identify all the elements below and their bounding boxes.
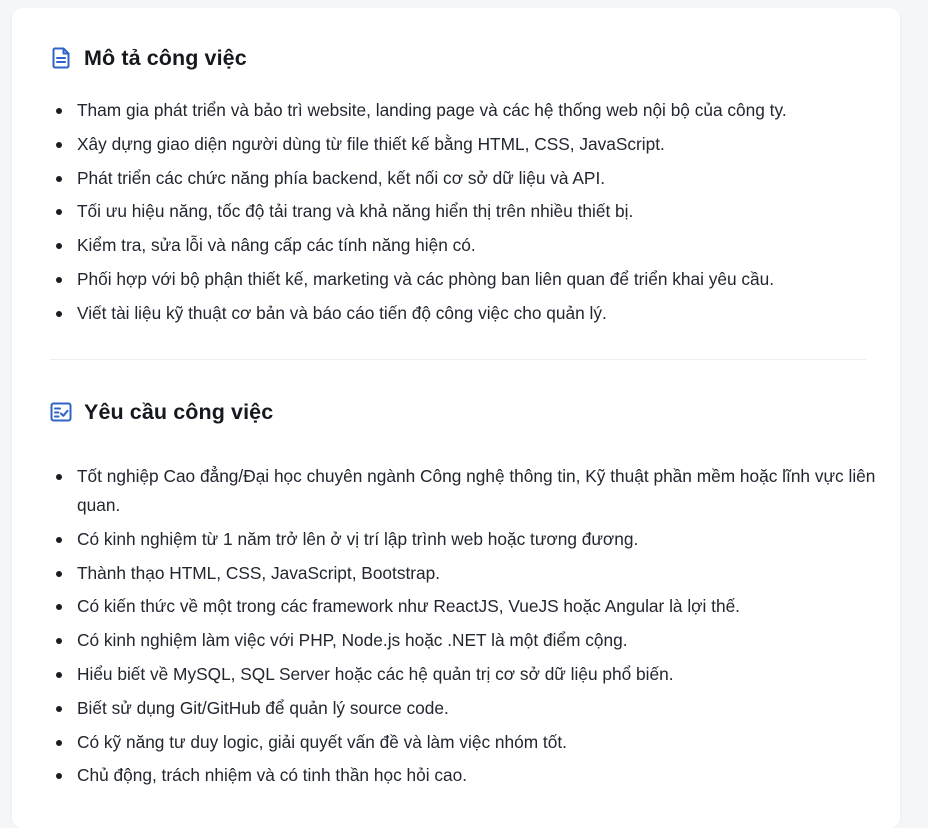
job-description-title: Mô tả công việc — [84, 45, 247, 70]
list-item: Có kiến thức về một trong các framework như ReactJS, VueJS hoặc Angular là lợi thế. — [50, 592, 880, 621]
list-item: Biết sử dụng Git/GitHub để quản lý source code. — [50, 694, 880, 723]
list-item: Có kỹ năng tư duy logic, giải quyết vấn đề và làm việc nhóm tốt. — [50, 728, 880, 757]
list-item: Thành thạo HTML, CSS, JavaScript, Bootstrap. — [50, 559, 880, 588]
list-item: Phối hợp với bộ phận thiết kế, marketing và các phòng ban liên quan để triển khai yêu cầu. — [50, 265, 880, 294]
job-requirements-title: Yêu cầu công việc — [84, 399, 274, 424]
list-item: Có kinh nghiệm làm việc với PHP, Node.js hoặc .NET là một điểm cộng. — [50, 626, 880, 655]
job-requirements-header — [50, 396, 880, 428]
job-requirements-list — [50, 462, 880, 790]
checklist-icon — [50, 401, 72, 423]
list-item: Tham gia phát triển và bảo trì website, landing page và các hệ thống web nội bộ của công ty. — [50, 96, 880, 125]
list-item: Kiểm tra, sửa lỗi và nâng cấp các tính năng hiện có. — [50, 231, 880, 260]
list-item: Tốt nghiệp Cao đẳng/Đại học chuyên ngành Công nghệ thông tin, Kỹ thuật phần mềm hoặc lĩnh vực liên quan. — [50, 462, 880, 520]
job-description-list — [50, 96, 880, 328]
document-icon — [50, 47, 72, 69]
job-description-header — [50, 42, 880, 74]
list-item: Phát triển các chức năng phía backend, kết nối cơ sở dữ liệu và API. — [50, 164, 880, 193]
list-item: Xây dựng giao diện người dùng từ file thiết kế bằng HTML, CSS, JavaScript. — [50, 130, 880, 159]
section-divider — [50, 359, 866, 360]
job-description-section — [50, 42, 880, 333]
list-item: Viết tài liệu kỹ thuật cơ bản và báo cáo tiến độ công việc cho quản lý. — [50, 299, 880, 328]
list-item: Chủ động, trách nhiệm và có tinh thần học hỏi cao. — [50, 761, 880, 790]
list-item: Tối ưu hiệu năng, tốc độ tải trang và khả năng hiển thị trên nhiều thiết bị. — [50, 197, 880, 226]
list-item: Có kinh nghiệm từ 1 năm trở lên ở vị trí lập trình web hoặc tương đương. — [50, 525, 880, 554]
list-item: Hiểu biết về MySQL, SQL Server hoặc các hệ quản trị cơ sở dữ liệu phổ biến. — [50, 660, 880, 689]
job-requirements-section — [50, 396, 880, 795]
job-detail-card — [12, 8, 900, 828]
